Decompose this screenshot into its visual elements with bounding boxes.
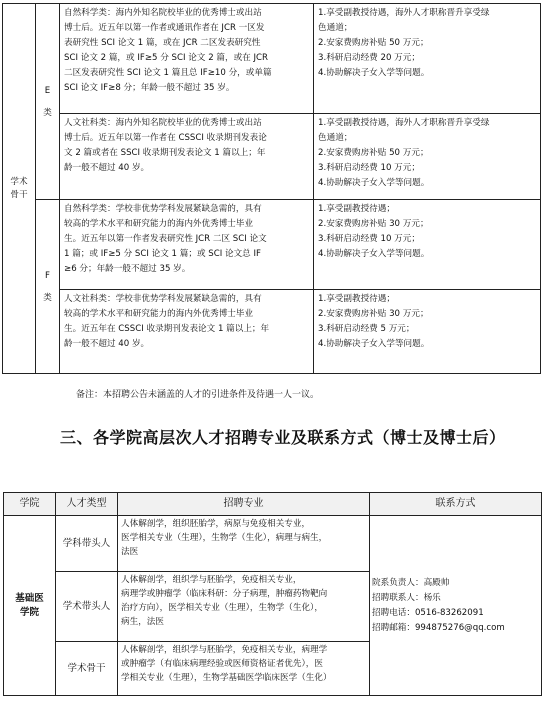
talent-type: 学科带头人 bbox=[56, 516, 118, 572]
majors-cell: 人体解剖学，组织学与胚胎学，免疫相关专业，病理学 或肿瘤学（有临床病理经验或医师资格证者优先），医 学相关专业（生理），生物学基础医学临床医学（生化） bbox=[118, 642, 370, 696]
benefit-cell: 1.享受副教授待遇； 2.安家费购房补贴 30 万元； 3.科研启动经费 5 万元； 4.协助解决子女入学等问题。 bbox=[314, 290, 541, 374]
requirement-cell: 人文社科类：海内外知名院校毕业的优秀博士或出站 博士后。近五年以第一作者在 CSSCI 收录期刊发表论 文 2 篇或者在 SSCI 收录期刊发表论文 1 篇以上；年 龄一般不超过 40 岁。 bbox=[60, 114, 314, 200]
benefits-table bbox=[2, 3, 541, 374]
note-text: 备注：本招聘公告未涵盖的人才的引进条件及待遇一人一议。 bbox=[76, 390, 320, 400]
majors-cell: 人体解剖学，组织学与胚胎学，免疫相关专业， 病理学或肿瘤学（临床科研：分子病理，肿瘤药物靶向 治疗方向），医学相关专业（生理），生物学（生化）， 病生，法医 bbox=[118, 572, 370, 642]
header-contact: 联系方式 bbox=[370, 493, 542, 516]
benefit-cell: 1.享受副教授待遇，海外人才职称晋升享受绿 色通道； 2.安家费购房补贴 50 万元； 3.科研启动经费 20 万元； 4.协助解决子女入学等问题。 bbox=[314, 4, 541, 114]
header-talent-type: 人才类型 bbox=[56, 493, 118, 516]
section-heading: 三、各学院高层次人才招聘专业及联系方式（博士及博士后） bbox=[60, 428, 506, 447]
header-college: 学院 bbox=[4, 493, 56, 516]
table-header-row bbox=[4, 493, 542, 516]
class-e-cell: E 类 bbox=[36, 4, 60, 200]
talent-type: 学术骨干 bbox=[56, 642, 118, 696]
requirement-cell: 自然科学类：海内外知名院校毕业的优秀博士或出站 博士后。近五年以第一作者或通讯作者在 JCR 一区发 表研究性 SCI 论文 1 篇，或在 JCR 二区发表研究性 SCI 论文 2 篇，或 IF≥5 分 SCI 论文 2 篇，或在 JCR 二区发表研究性 SCI 论文 1 篇且总 IF≥10 分，或单篇 SCI 论文 IF≥8 分；年龄一般不超过 35 岁。 bbox=[60, 4, 314, 114]
contact-info: 院系负责人：高殿帅 招聘联系人：杨乐 招聘电话：0516-83262091 招聘邮箱：994875276@qq.com bbox=[370, 516, 542, 696]
table-row bbox=[4, 516, 542, 572]
talent-type: 学术带头人 bbox=[56, 572, 118, 642]
requirement-cell: 自然科学类：学校非优势学科发展紧缺急需的，具有 较高的学术水平和研究能力的海内外优秀博士毕业 生。近五年以第一作者发表研究性 JCR 二区 SCI 论文 1 篇；或 IF≥5 分 SCI 论文 1 篇；或 SCI 论文总 IF ≥6 分；年龄一般不超过 35 岁。 bbox=[60, 200, 314, 290]
benefit-cell: 1.享受副教授待遇，海外人才职称晋升享受绿 色通道； 2.安家费购房补贴 50 万元； 3.科研启动经费 10 万元； 4.协助解决子女入学等问题。 bbox=[314, 114, 541, 200]
college-name: 基础医 学院 bbox=[4, 516, 56, 696]
header-majors: 招聘专业 bbox=[118, 493, 370, 516]
talent-group-cell: 学术 骨干 bbox=[3, 4, 36, 374]
majors-cell: 人体解剖学，组织胚胎学，病原与免疫相关专业， 医学相关专业（生理），生物学（生化），病理与病生， 法医 bbox=[118, 516, 370, 572]
recruitment-table bbox=[3, 492, 542, 696]
benefit-cell: 1.享受副教授待遇； 2.安家费购房补贴 30 万元； 3.科研启动经费 10 万元； 4.协助解决子女入学等问题。 bbox=[314, 200, 541, 290]
requirement-cell: 人文社科类：学校非优势学科发展紧缺急需的，具有 较高的学术水平和研究能力的海内外优秀博士毕业 生。近五年在 CSSCI 收录期刊发表论文 1 篇以上；年 龄一般不超过 40 岁。 bbox=[60, 290, 314, 374]
class-f-cell: F 类 bbox=[36, 200, 60, 374]
